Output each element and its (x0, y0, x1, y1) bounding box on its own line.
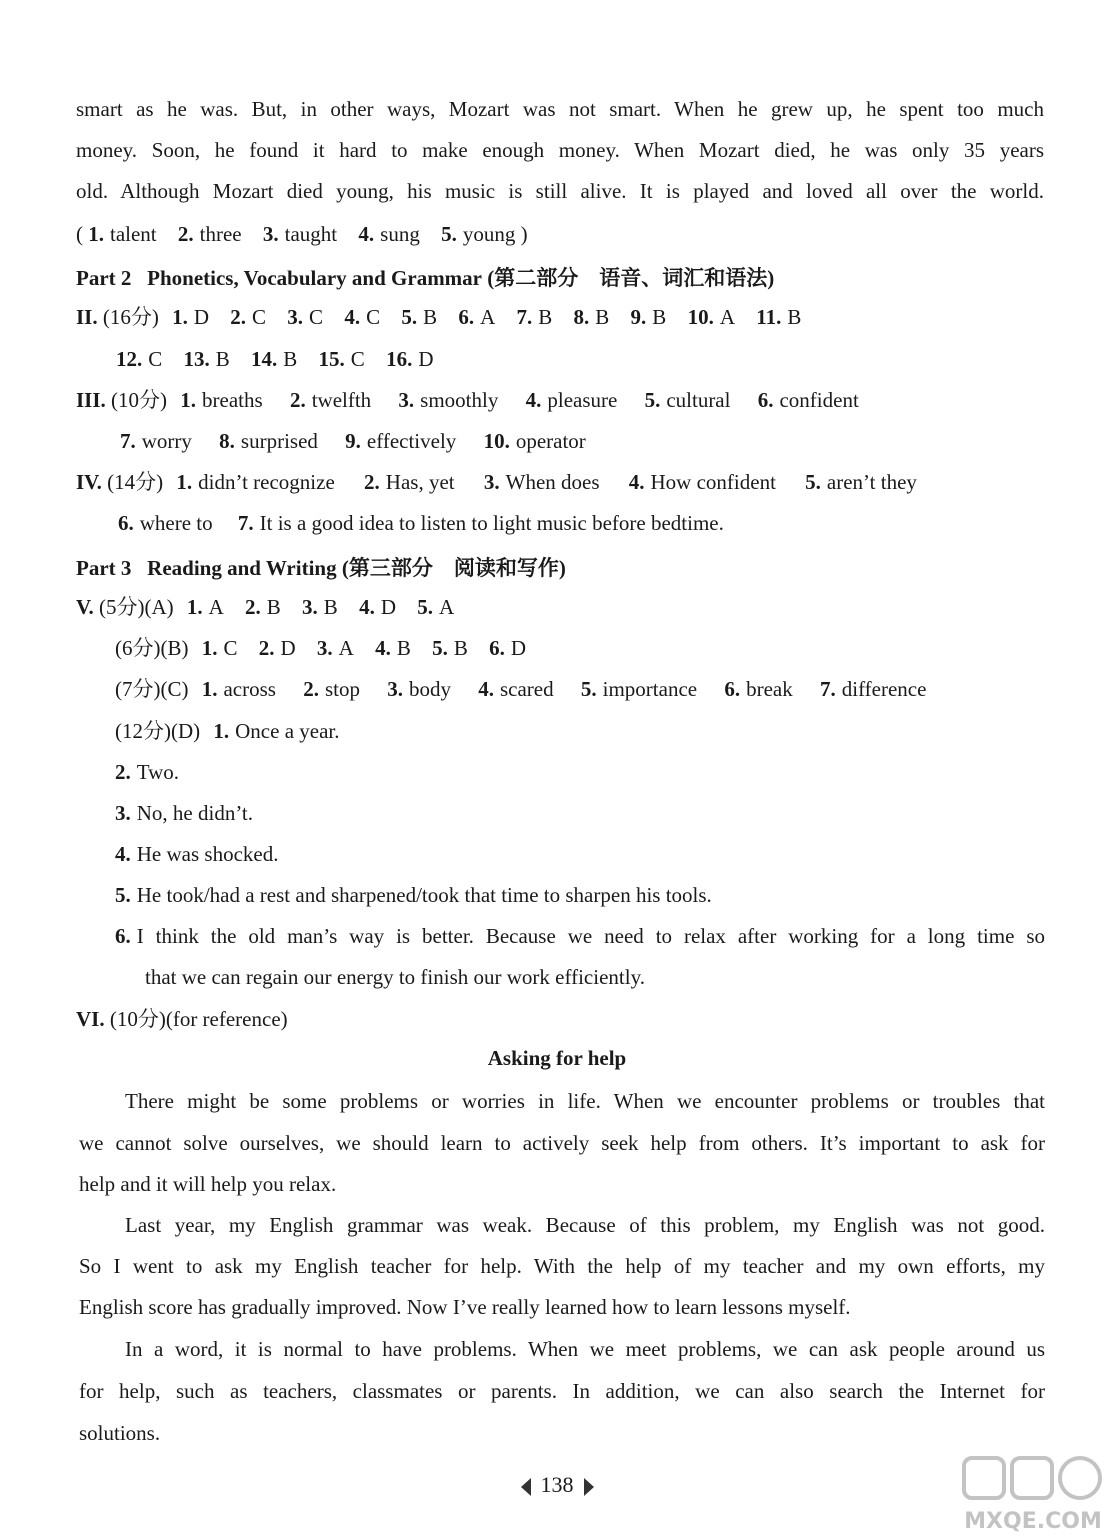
passage-line-1: smart as he was. But, in other ways, Mozart was not smart. When he grew up, he spent too much (76, 97, 1044, 121)
essay-p2-line-1: Last year, my English grammar was weak. Because of this problem, my English was not good. (125, 1213, 1045, 1237)
section-3-row-2: 7. worry 8. surprised 9. effectively 10. operator (120, 429, 586, 453)
section-4-row-1: IV. (14分) 1. didn’t recognize 2. Has, yet 3. When does 4. How confident 5. aren’t they (76, 470, 917, 494)
part2-heading: Part 2 Phonetics, Vocabulary and Grammar (第二部分 语音、词汇和语法) (76, 266, 775, 290)
section-5-b: (6分)(B) 1. C 2. D 3. A 4. B 5. B 6. D (115, 636, 527, 660)
essay-p1-line-2: we cannot solve ourselves, we should learn to actively seek help from others. It’s important to ask for (79, 1131, 1045, 1155)
triangle-left-icon (521, 1478, 531, 1496)
section-3-row-1: III. (10分) 1. breaths 2. twelfth 3. smoothly 4. pleasure 5. cultural 6. confident (76, 388, 859, 412)
passage-line-3: old. Although Mozart died young, his music is still alive. It is played and loved all over the world. (76, 179, 1044, 203)
section-5-d-q2: 2. Two. (115, 760, 180, 784)
section-2-row-2: 12. C 13. B 14. B 15. C 16. D (116, 347, 434, 371)
essay-p3-line-3: solutions. (79, 1421, 161, 1445)
svg-text:MXQE.COM: MXQE.COM (964, 1509, 1102, 1534)
passage-answers: ( 1. talent 2. three 3. taught 4. sung 5. young ) (76, 222, 528, 246)
section-5-a: V. (5分)(A) 1. A 2. B 3. B 4. D 5. A (76, 595, 455, 619)
section-5-d-q4: 4. He was shocked. (115, 842, 279, 866)
passage-line-2: money. Soon, he found it hard to make enough money. When Mozart died, he was only 35 years (76, 138, 1044, 162)
section-2-row-1: II. (16分) 1. D 2. C 3. C 4. C 5. B 6. A 7. B 8. B 9. B 10. A 11. B (76, 305, 802, 329)
essay-p3-line-2: for help, such as teachers, classmates or parents. In addition, we can also search the Internet for (79, 1379, 1045, 1403)
page-number: 138 (540, 1472, 574, 1497)
section-5-d-q6: 6. I think the old man’s way is better. Because we need to relax after working for a long time so (115, 924, 1045, 948)
essay-p1-line-3: help and it will help you relax. (79, 1172, 337, 1196)
section-4-row-2: 6. where to 7. It is a good idea to listen to light music before bedtime. (118, 511, 724, 535)
part3-heading: Part 3 Reading and Writing (第三部分 阅读和写作) (76, 556, 566, 580)
essay-title: Asking for help (487, 1046, 627, 1070)
page-number-bar (0, 1472, 1114, 1498)
section-5-c: (7分)(C) 1. across 2. stop 3. body 4. scared 5. importance 6. break 7. difference (115, 677, 927, 701)
essay-p2-line-2: So I went to ask my English teacher for help. With the help of my teacher and my own efforts, my (79, 1254, 1045, 1278)
section-5-d-q6-cont: that we can regain our energy to finish our work efficiently. (145, 965, 645, 989)
section-6: VI. (10分)(for reference) (76, 1007, 288, 1031)
watermark-logo (958, 1454, 1108, 1534)
essay-p1-line-1: There might be some problems or worries in life. When we encounter problems or troubles that (125, 1089, 1045, 1113)
section-5-d-q1: (12分)(D) 1. Once a year. (115, 719, 340, 743)
essay-p2-line-3: English score has gradually improved. Now I’ve really learned how to learn lessons myself. (79, 1295, 851, 1319)
section-5-d-q3: 3. No, he didn’t. (115, 801, 254, 825)
section-5-d-q5: 5. He took/had a rest and sharpened/took that time to sharpen his tools. (115, 883, 712, 907)
triangle-right-icon (584, 1478, 594, 1496)
essay-p3-line-1: In a word, it is normal to have problems. When we meet problems, we can ask people around us (125, 1337, 1045, 1361)
